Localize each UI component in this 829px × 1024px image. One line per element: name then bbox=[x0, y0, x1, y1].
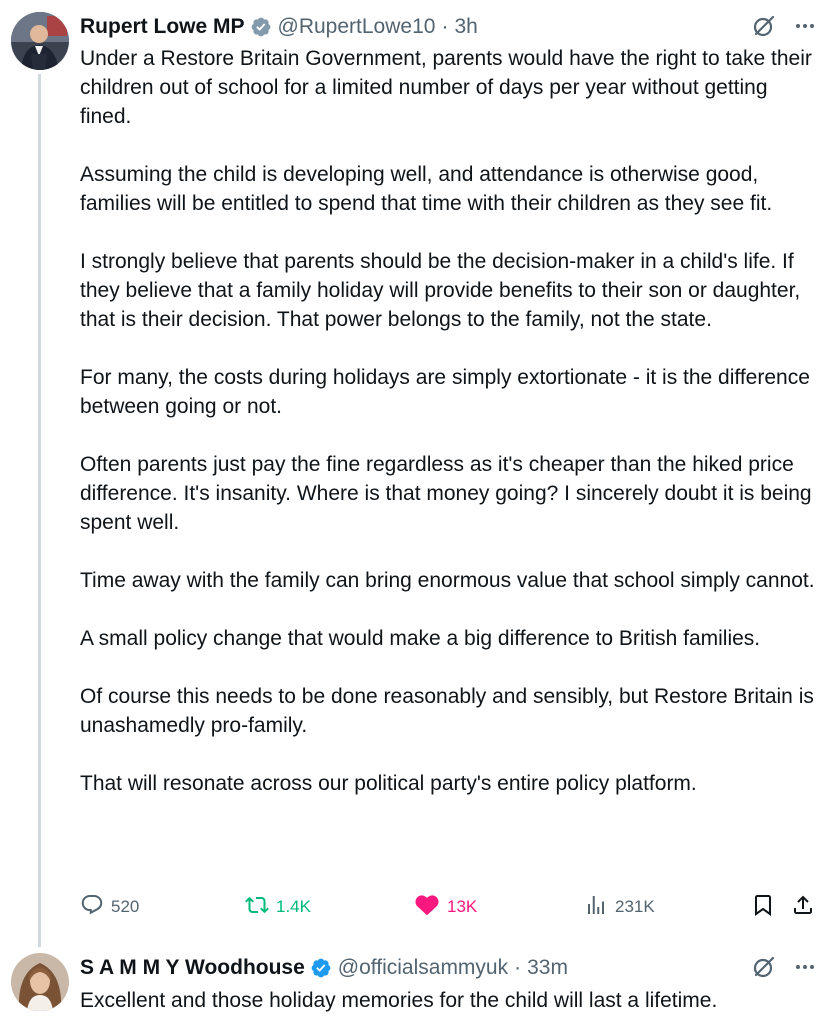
reply-header bbox=[80, 953, 568, 983]
tweet-paragraph: Assuming the child is developing well, and attendance is otherwise good, families will be entitled to spend that time with their children as they see fit. bbox=[80, 163, 773, 215]
reply-tweet[interactable] bbox=[0, 945, 829, 1024]
repost-count: 1.4K bbox=[276, 897, 311, 916]
verified-badge-icon bbox=[310, 957, 332, 979]
tweet-paragraph: A small policy change that would make a big difference to British families. bbox=[80, 627, 761, 650]
like-button[interactable] bbox=[414, 890, 477, 924]
reply-body: Excellent and those holiday memories for the child will last a lifetime. bbox=[80, 989, 718, 1012]
reply-author-name[interactable]: S A M M Y Woodhouse bbox=[80, 956, 305, 979]
reply-icon bbox=[80, 893, 104, 922]
tweet-paragraph: For many, the costs during holidays are simply extortionate - it is the difference between going or not. bbox=[80, 366, 810, 418]
reply-author-avatar[interactable] bbox=[11, 953, 69, 1011]
tweet-paragraph: I strongly believe that parents should be the decision-maker in a child's life. If they believe that a family holiday will provide benefits to their son or daughter, that is their decision. That power belongs to the family, not the state. bbox=[80, 250, 801, 331]
share-icon bbox=[791, 893, 815, 922]
reply-button[interactable] bbox=[80, 890, 139, 924]
reply-count: 520 bbox=[111, 897, 140, 916]
thread-line bbox=[38, 74, 41, 947]
author-handle[interactable]: @RupertLowe10 bbox=[277, 15, 436, 38]
tweet-body bbox=[80, 44, 822, 798]
tweet-paragraph: That will resonate across our political party's entire policy platform. bbox=[80, 772, 697, 795]
reply-author-handle[interactable]: @officialsammyuk bbox=[337, 956, 509, 979]
views-icon bbox=[584, 893, 608, 922]
verified-badge-icon bbox=[250, 16, 272, 38]
repost-icon bbox=[245, 893, 269, 922]
tweet-header bbox=[80, 12, 478, 42]
tweet-paragraph: Of course this needs to be done reasonably and sensibly, but Restore Britain is unashamedly pro-family. bbox=[80, 685, 814, 737]
reply-top-icons bbox=[751, 954, 817, 980]
views-button[interactable] bbox=[584, 890, 655, 924]
tweet-paragraph: Often parents just pay the fine regardless as it's cheaper than the hiked price difference. It's insanity. Where is that money going? I sincerely doubt it is being spent well. bbox=[80, 453, 812, 534]
share-button[interactable] bbox=[791, 890, 815, 924]
tweet-time[interactable]: 3h bbox=[454, 15, 478, 38]
author-avatar[interactable] bbox=[11, 12, 69, 70]
tweet-paragraph: Time away with the family can bring enormous value that school simply cannot. bbox=[80, 569, 815, 592]
views-count: 231K bbox=[615, 897, 655, 916]
tweet-paragraph: Under a Restore Britain Government, parents would have the right to take their children out of school for a limited number of days per year without getting fined. bbox=[80, 47, 812, 128]
more-icon[interactable] bbox=[793, 14, 817, 38]
heart-icon bbox=[414, 892, 440, 923]
bookmark-icon bbox=[751, 893, 775, 922]
tweet-actions bbox=[80, 890, 819, 924]
author-name[interactable]: Rupert Lowe MP bbox=[80, 15, 245, 38]
bookmark-button[interactable] bbox=[751, 890, 775, 924]
more-icon[interactable] bbox=[793, 955, 817, 979]
reply-time[interactable]: 33m bbox=[527, 956, 568, 979]
tweet-top-icons bbox=[751, 13, 817, 39]
like-count: 13K bbox=[447, 897, 478, 916]
separator-dot: · bbox=[514, 956, 522, 979]
separator-dot: · bbox=[441, 15, 449, 38]
grok-icon[interactable] bbox=[751, 954, 777, 980]
grok-icon[interactable] bbox=[751, 13, 777, 39]
repost-button[interactable] bbox=[245, 890, 311, 924]
